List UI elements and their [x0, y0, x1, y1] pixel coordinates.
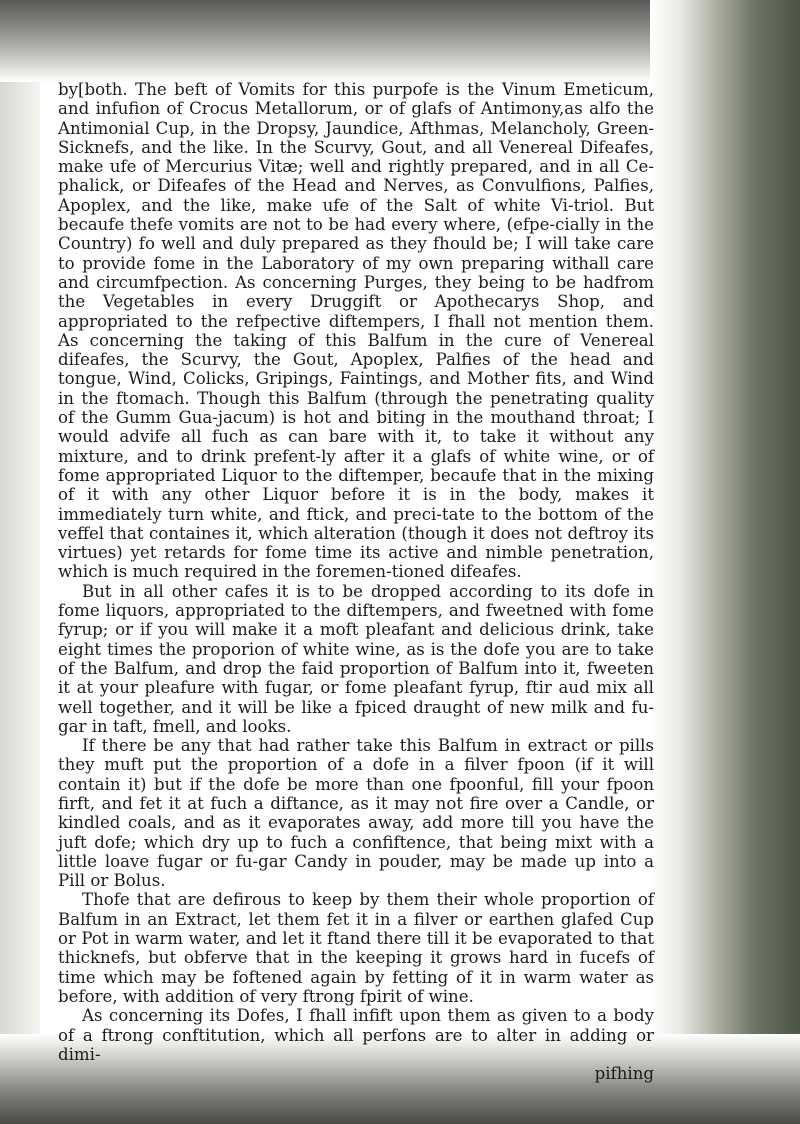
- left-page-edge: [0, 0, 40, 1124]
- catchword: pifhing: [594, 1064, 654, 1084]
- body-text: [58, 80, 654, 1083]
- paragraph-4: Thofe that are defirous to keep by them their whole proportion of Balfum in an Extract, let them fet it in a filver or earthen glafed Cup or Pot in warm water, and let it ftand there till it be evaporated to that thicknefs, but obferve that in the keeping it grows hard in fucefs of time which may be foftened again by fetting of it in warm water as before, with addition of very ftrong fpirit of wine.: [58, 890, 654, 1006]
- paragraph-1: by[both. The beft of Vomits for this purpofe is the Vinum Emeticum, and infufion of Crocus Metallorum, or of glafs of Antimony,as alfo the Antimonial Cup, in the Dropsy, Jaundice, Afthmas, Melancholy, Green-Sicknefs, and the like. In the Scurvy, Gout, and all Venereal Difeafes, make ufe of Mercurius Vitæ; well and rightly prepared, and in all Ce-phalick, or Difeafes of the Head and Nerves, as Convulfions, Palfies, Apoplex, and the like, make ufe of the Salt of white Vi-triol. But becaufe thefe vomits are not to be had every where, (efpe-cially in the Country) fo well and duly prepared as they fhould be; I will take care to provide fome in the Laboratory of my own preparing withall care and circumfpection. As concerning Purges, they being to be hadfrom the Vegetables in every Druggift or Apothecarys Shop, and appropriated to the refpective diftempers, I fhall not mention them. As concerning the taking of this Balfum in the cure of Venereal difeafes, the Scurvy, the Gout, Apoplex, Palfies of the head and tongue, Wind, Colicks, Gripings, Faintings, and Mother fits, and Wind in the ftomach. Though this Balfum (through the penetrating quality of the Gumm Gua-jacum) is hot and biting in the mouthand throat; I would advife all fuch as can bare with it, to take it without any mixture, and to drink prefent-ly after it a glafs of white wine, or of fome appropriated Liquor to the diftemper, becaufe that in the mixing of it with any other Liquor before it is in the body, makes it immediately turn white, and ftick, and preci-tate to the bottom of the veffel that containes it, which alteration (though it does not deftroy its virtues) yet retards for fome time its active and nimble penetration, which is much required in the foremen-tioned difeafes.: [58, 80, 654, 582]
- right-page-edge: [650, 0, 800, 1124]
- paragraph-3: If there be any that had rather take this Balfum in extract or pills they muft put the proportion of a dofe in a filver fpoon (if it will contain it) but if the dofe be more than one fpoonful, fill your fpoon firft, and fet it at fuch a diftance, as it may not fire over a Candle, or kindled coals, and as it evaporates away, add more till you have the juft dofe; which dry up to fuch a confiftence, that being mixt with a little loave fugar or fu-gar Candy in pouder, may be made up into a Pill or Bolus.: [58, 736, 654, 891]
- paragraph-5: As concerning its Dofes, I fhall infift upon them as given to a body of a ftrong conftitution, which all perfons are to alter in adding or dimi-: [58, 1006, 654, 1064]
- paragraph-2: But in all other cafes it is to be dropped according to its dofe in fome liquors, appropriated to the diftempers, and fweetned with fome fyrup; or if you will make it a moft pleafant and delicious drink, take eight times the proporion of white wine, as is the dofe you are to take of the Balfum, and drop the faid proportion of Balfum into it, fweeten it at your pleafure with fugar, or fome pleafant fyrup, ftir aud mix all well together, and it will be like a fpiced draught of new milk and fu-gar in taft, fmell, and looks.: [58, 581, 654, 736]
